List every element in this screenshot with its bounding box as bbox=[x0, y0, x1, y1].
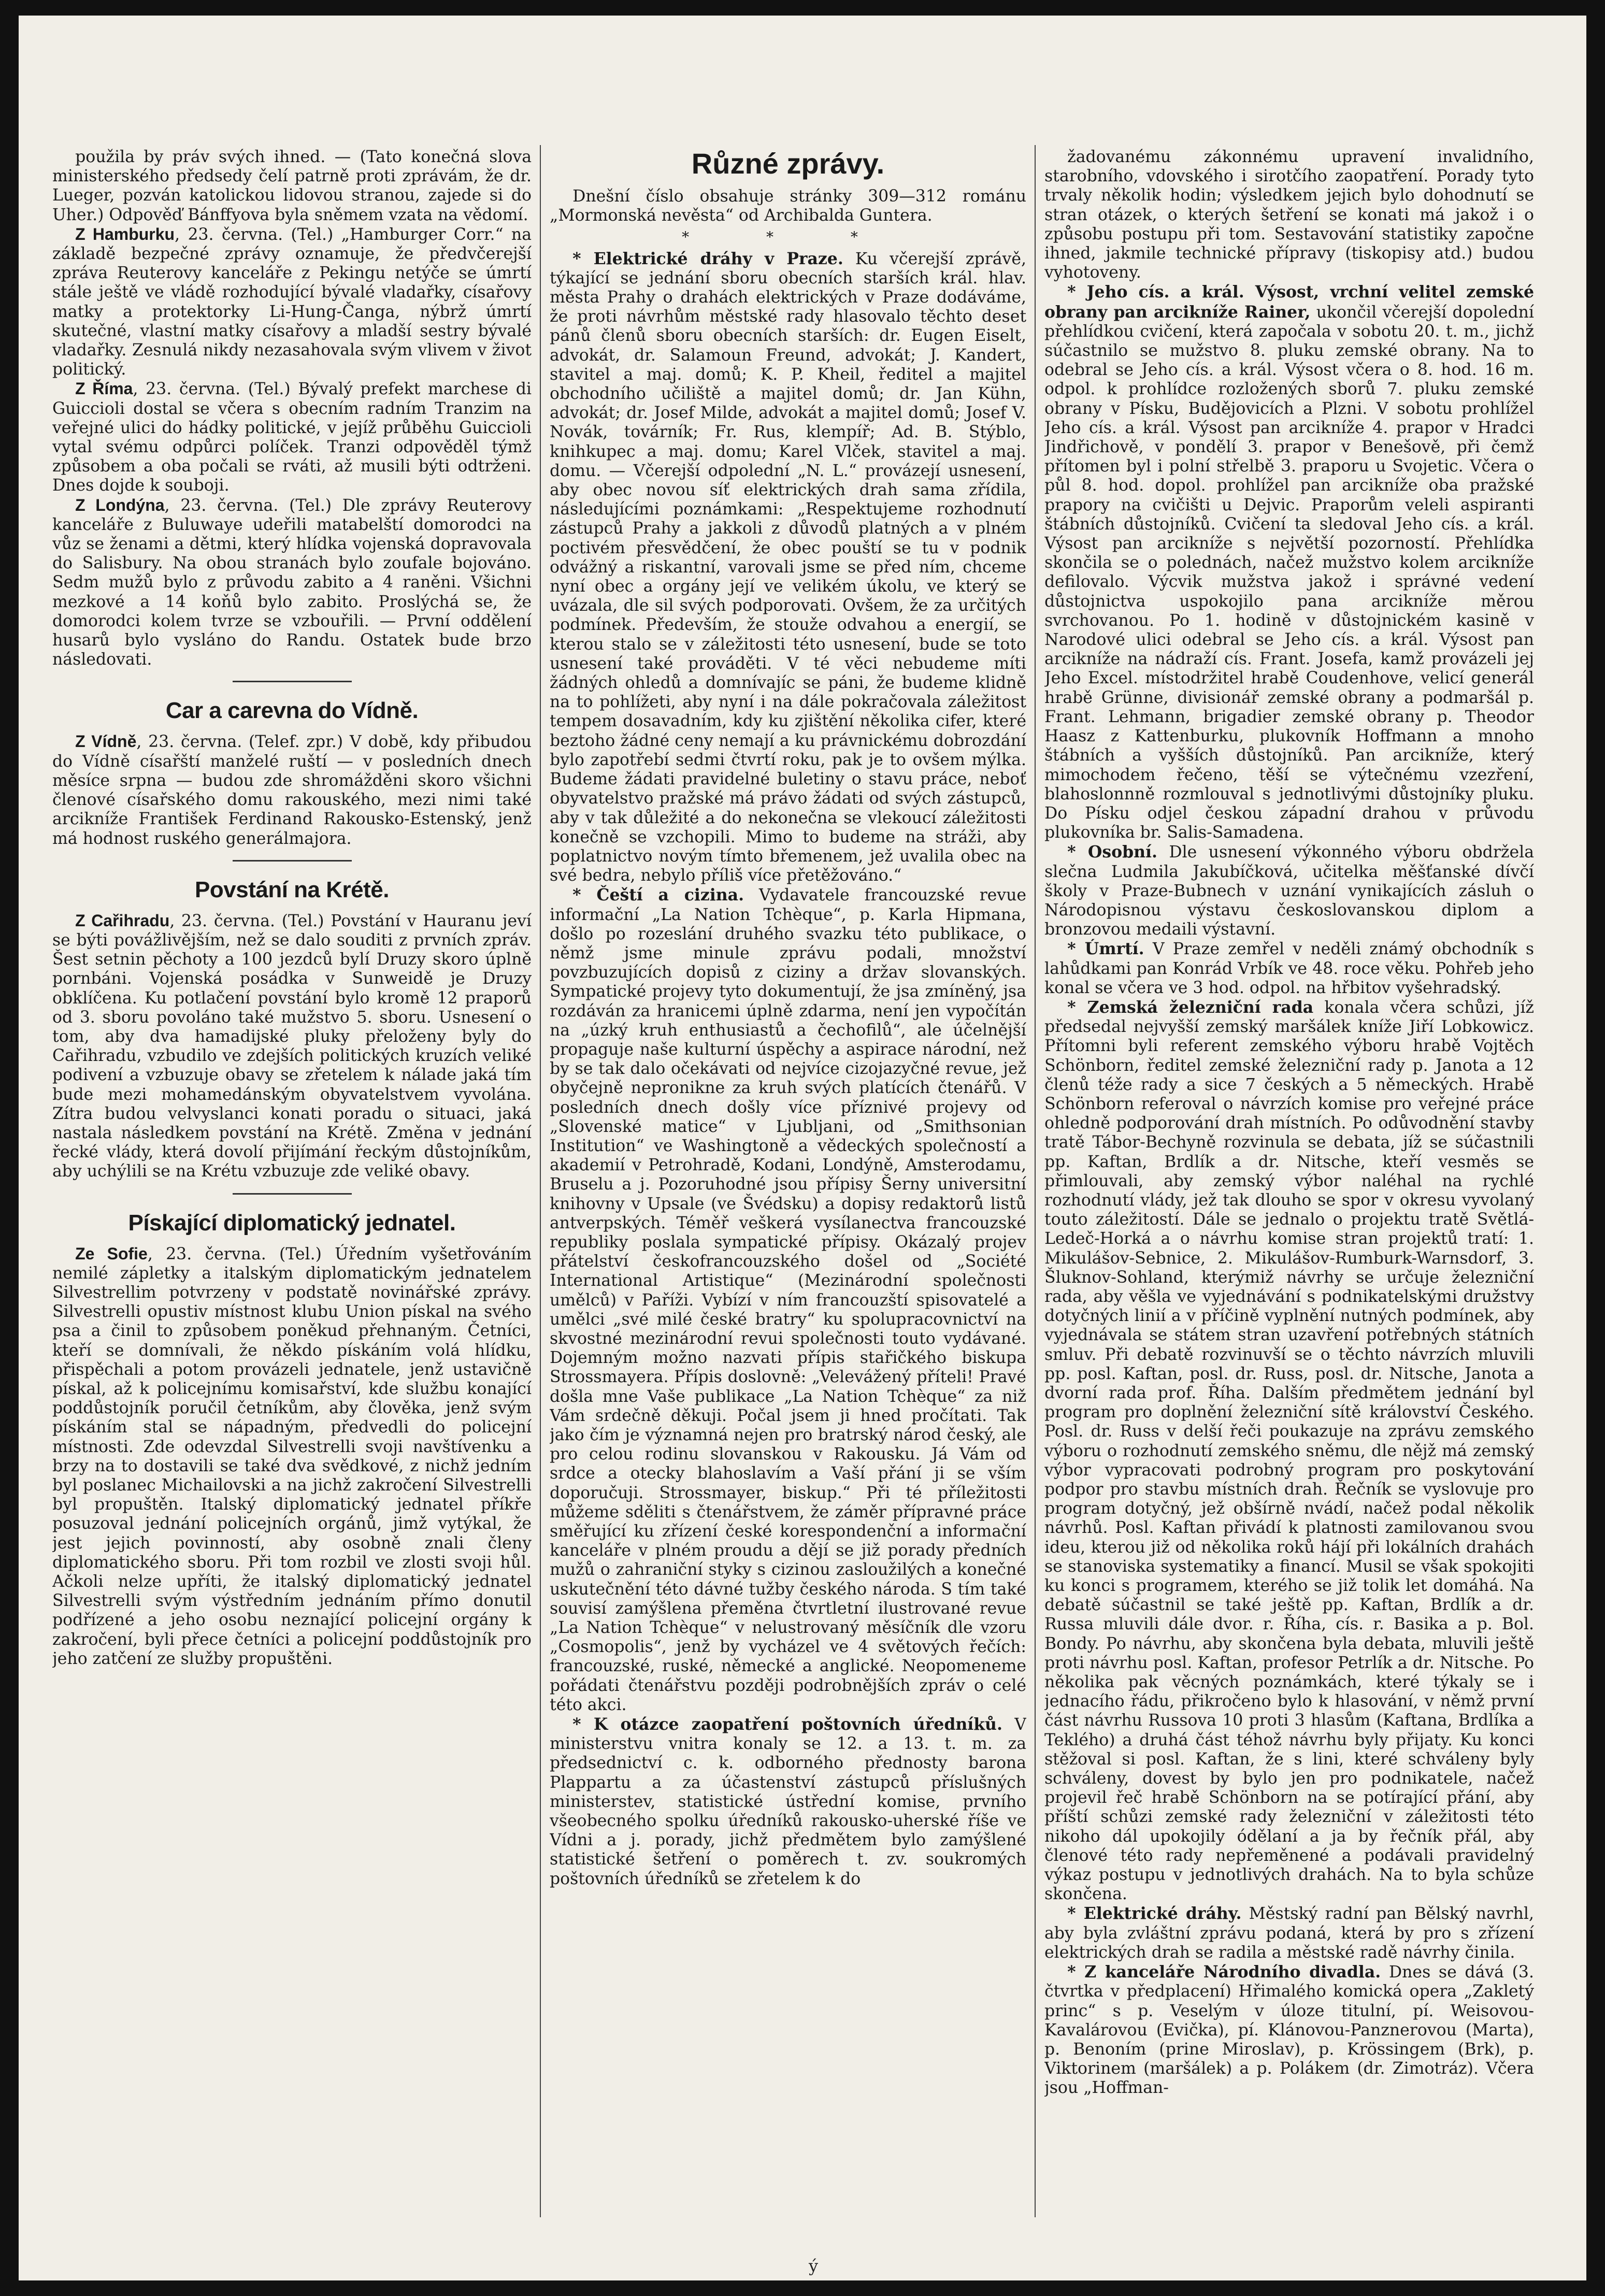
column-middle bbox=[550, 148, 1026, 2215]
dateline-place: Z Hamburku bbox=[75, 224, 175, 243]
paragraph-text: žadovanému zákonnému upravení invalidního, starobního, vdovského i sirotčího zaopatření. Porady tyto trvaly několik hodin; výsledkem jejich bylo dohodnutí se stran otázek, o kterých šetření se konati má jakož i o způsobu postupu při tom. Sestavování statistiky započne ihned, jakmile technické přípravy (tiskopisy atd.) budou vyhotoveny. bbox=[1044, 148, 1534, 282]
paragraph-text: V Praze zemřel v neděli známý obchodník s lahůdkami pan Konrád Vrbík ve 48. roce věku. Pohřeb jeho konal se včera ve 3 hod. odpol. na hřbitov vyšehradský. bbox=[1044, 940, 1534, 997]
article-paragraph bbox=[550, 187, 1026, 225]
article-paragraph bbox=[52, 225, 532, 380]
article-paragraph bbox=[550, 249, 1026, 886]
paragraph-text: Dle usnesení výkonného výboru obdržela slečna Ludmila Jakubíčková, učitelka měšťanské dívčí školy v Praze-Bubnech v uznání vynikajících zásluh o Národopisnou výstavu českoslovanskou diplom a bronzovou medaili výstavní. bbox=[1044, 843, 1534, 939]
section-title: Různé zprávy. bbox=[691, 148, 885, 180]
column-left bbox=[52, 148, 532, 2199]
article-paragraph bbox=[550, 885, 1026, 1715]
column-rule-1 bbox=[540, 145, 541, 2217]
page-number: ý bbox=[809, 2256, 819, 2276]
article-paragraph bbox=[52, 379, 532, 495]
article-paragraph bbox=[1044, 282, 1534, 842]
article-paragraph bbox=[52, 496, 532, 670]
column-right bbox=[1044, 148, 1534, 2215]
article-paragraph bbox=[52, 148, 532, 225]
article-lead: * Čeští a cizina. bbox=[572, 885, 744, 905]
paragraph-text: konala včera schůzi, jíž předsedal nejvyšší zemský maršálek kníže Jiří Lobkowicz. Přítomni byli referent zemského výboru hrabě Vojtěch Schönborn, ředitel zemské železniční rady p. Janota a 12 členů téže rady a sice 7 českých a 5 německých. Hrabě Schönborn referoval o návrzích komise pro veřejné práce ohledně podporování drah místních. Po odůvodnění stavby tratě Tábor-Bechyně rozvinula se debata, jíž se súčastnili pp. Kaftan, Brdlík a dr. Nitsche, kteří vesměs se přimlouvali, aby zemský výbor naléhal na rychlé rozhodnutí vlády, jež tak dlouho se spor v okresu vyvolaný touto záležitostí. Dále se jednalo o projektu tratě Světlá-Ledeč-Horká a o návrhu komise stran projektů tratí: 1. Mikulášov-Sebnice, 2. Mikulášov-Rumburk-Warnsdorf, 3. Šluknov-Sohland, kterýmiž návrhy se určuje železniční rada, aby věšla ve vyjednávání s podnikatelskými družstvy dotyčných linií a v příčině vyplnění nutných podmínek, aby vyjednávala se státem stran uzavření potřebných státních smluv. Při debatě rozvinuvší se o těchto návrzích mluvili pp. posl. Kaftan, posl. dr. Russ, posl. dr. Nitsche, Janota a dvorní rada prof. Říha. Dalším předmětem jednání byl program pro doplnění železniční sítě království Českého. Posl. dr. Russ v delší řeči poukazuje na zprávu zemského výboru o rozhodnutí zemského sněmu, dle nějž má zemský výbor vypracovati podrobný program pro poskytování podpor pro stavbu místních drah. Řečník se vyslovuje pro program dotyčný, jež obšírně nvádí, načež podal několik návrhů. Posl. Kaftan přivádí k platnosti zamilovanou svou ideu, kterou již od několika roků hájí při lokálních drahách se stanoviska systematiky a financí. Musil se však spokojiti ku konci s programem, kterého se již tolik let domáhá. Na debatě súčastnil se také ještě pp. Kaftan, Brdlík a dr. Russa mluvili dále dvor. r. Říha, cís. r. Basika a p. Bol. Bondy. Po návrhu, aby skončena byla debata, mluvili ještě proti návrhu posl. Kaftan, profesor Petrlík a dr. Nitsche. Po několika pak věcných poznámkách, které týkaly se i jednacího řádu, přikročeno bylo k hlasování, v němž první část návrhu Russova 10 proti 3 hlasům (Kaftana, Brdlíka a Teklého) a druhá část téhož návrhu byly přijaty. Ku konci stěžoval si posl. Kaftan, že s lini, které schváleny byly schváleny, dovest by bylo jen pro podnikatele, načež projevil řeč hrabě Schönborn na se potírající přání, aby příští schůzi zemské rady železniční v záležitosti této nikoho dál upokojily ódělaní a ja by řečník přál, aby členové této rady nepřeměnené a podávali pravidelný výkaz postupu v jednotlivých drahách. Na to byla schůze skončena. bbox=[1044, 998, 1534, 1904]
article-heading: Povstání na Krétě. bbox=[195, 877, 389, 902]
article-paragraph bbox=[1044, 148, 1534, 282]
article-paragraph bbox=[1044, 1962, 1534, 2098]
paragraph-text: Vydavatele francouzské revue informační „La Nation Tchèque“, p. Karla Hipmana, došlo po rozeslání druhého svazku této publikace, o němž jsme minule zprávu podali, množství povzbuzujících dopisů z ciziny a držav slovanských. Sympatické projevy tyto dokumentují, že jsa zmíněný, jsa rozdáván za hranicemi úplně zdarma, není jen vypočítán na „úzký kruh enthusiastů a čechofilů“, ale účelnější propaguje naše kulturní úspěchy a aspirace národní, než by se tak dalo očekávati od nejvíce cizojazyčné revue, jež obyčejně nepronikne za kruh svých platících čtenářů. V posledních dnech došly více příznivé projevy od „Slovenské matice“ v Ljubljani, od „Smithsonian Institution“ ve Washingtoně a vědeckých společností a akademií v Petrohradě, Kodani, Londýně, Amsterodamu, Bruselu a j. Pozoruhodné jsou přípisy Šerny universitní knihovny v Upsale (ve Švédsku) a dopisy redaktorů listů antverpských. Téměř veškerá vysílanectva francouzské republiky poslala sympatické přípisy. Okázalý projev přátelství českofrancouzského došel od „Société International Artistique“ (Mezinárodní společnosti umělců) v Paříži. Vybízí v ním francouzští spisovatelé a umělci „své milé české bratry“ ku spolupracovnictví na skvostné mezinárodní revui společnosti touto vydávané. Dojemným možno nazvati přípis stařičkého biskupa Strossmayera. Přípis doslovně: „Velevážený příteli! Pravé došla mne Vaše publikace „La Nation Tchèque“ za niž Vám srdečně děkuji. Počal jsem ji hned pročítati. Tak jako čím je významná nejen pro bratrský národ český, ale pro celou rodinu slovanskou v Rakousku. Já Vám od srdce a otecky blahoslavím a Vaší přání ji se vším doporučuji. Strossmayer, biskup.“ Při té příležitosti můžeme sděliti s čtenářstvem, že záměr přípravné práce směřující ku zřízení české korespondenční a informační kanceláře v plném proudu a dějí se již porady předních mužů o zahraniční styky s cizinou zasloužilých a konečné uskutečnění této dávné tužby českého národa. S tím také souvisí zamýšlena přeměna čtvrtletní ilustrované revue „La Nation Tchèque“ v nelustrovaný měsíčník dle vzoru „Cosmopolis“, jenž by vycházel ve 4 světových řečích: francouzské, ruské, německé a anglické. Neopomeneme pořádati čtenářstvu později podrobnějších zpráv o celé této akci. bbox=[550, 886, 1026, 1714]
dateline-place: Z Vídně bbox=[75, 732, 137, 751]
article-heading: Car a carevna do Vídně. bbox=[165, 698, 419, 724]
paragraph-text: , 23. června. (Tel.) Úředním vyšetřováním nemilé zápletky a italským diplomatickým jednatelem Silvestrellim potvrzeny v podstatě novinářské zprávy. Silvestrelli opustiv místnost klubu Union pískal na svého psa a činil to způsobem poněkud přehnaným. Četníci, kteří se domnívali, že někdo pískáním volá hlídku, přispěchali a potom provázeli jednatele, jenž ustavičně pískal, až k policejnímu komisařství, kde službu konající poddůstojník poručil četníkům, aby člověka, jenž svým pískáním stal se nápadným, předvedli do policejní místnosti. Zde odevzdal Silvestrelli svoji navštívenku a brzy na to dostavili se také dva svědkové, z nichž jedním byl poslanec Michailovski a na jichž zakročení Silvestrelli byl propuštěn. Italský diplomatický jednatel příkře posuzoval jednání policejních orgánů, jimž vytýkal, že jest jejich povinností, aby osobně znali členy diplomatického sboru. Při tom rozbil ve zlosti svoji hůl. Ačkoli nelze upříti, že italský diplomatický jednatel Silvestrelli svým výstředním jednáním přímo donutil podřízené a jeho osobu neznající policejní orgány k zakročení, byli přece četníci a policejní poddůstojník pro jeho zatčení ze služby propuštěni. bbox=[52, 1244, 532, 1668]
article-paragraph bbox=[1044, 842, 1534, 939]
paragraph-text: , 23. června. (Tel.) „Hamburger Corr.“ na základě bezpečné zprávy oznamuje, že předvčerejší zpráva Reuterovy kanceláře z Pekingu netýče se úmrtí stále ještě ve vládě rozhodující bývalé vladařky, císařovy matky a protektorky Li-Hung-Čanga, nýbrž úmrtí skutečné, vlastní matky císařovy a mladší sestry bývalé vladařky. Zesnulá nikdy nezasahovala svým vlivem v život politický. bbox=[52, 225, 532, 379]
section-divider bbox=[233, 681, 352, 682]
dateline-place: Z Říma bbox=[75, 379, 133, 398]
asterism: * * * bbox=[682, 228, 894, 246]
paragraph-text: Městský radní pan Bělský navrhl, aby byla zvláštní zprávu podaná, která by pro s zřízení elektrických drah se radila a městské radě návrhy činila. bbox=[1044, 1904, 1534, 1962]
article-lead: * K otázce zaopatření poštovních úředníků. bbox=[572, 1715, 1002, 1734]
article-lead: * Elektrické dráhy. bbox=[1067, 1904, 1242, 1924]
article-heading: Pískající diplomatický jednatel. bbox=[128, 1210, 456, 1236]
dateline-place: Ze Sofie bbox=[75, 1244, 148, 1263]
section-divider bbox=[233, 860, 352, 862]
paragraph-text: , 23. června. (Telef. zpr.) V době, kdy přibudou do Vídně císařští manželé ruští — v posledních dnech měsíce srpna — budou zde shromážděni skoro všichni členové císařského domu rakouského, mezi nimi také arcikníže František Ferdinand Rakousko-Estenský, jenž má hodnost ruského generálmajora. bbox=[52, 733, 532, 848]
article-paragraph bbox=[52, 911, 532, 1182]
dateline-place: Z Londýna bbox=[75, 495, 165, 514]
paragraph-text: , 23. června. (Tel.) Bývalý prefekt marchese di Guiccioli dostal se včera s obecním radním Tranzim na veřejné ulici do hádky politické, v jejíž průběhu Guiccioli vytal svému odpůrci políček. Tranzi odpověděl týmž způsobem a oba počali se rváti, až musili býti odtrženi. Dnes dojde k souboji. bbox=[52, 380, 532, 495]
paragraph-text: použila by práv svých ihned. — (Tato konečná slova ministerského předsedy čelí patrně proti zprávám, že dr. Lueger, pozván katolickou lidovou stranou, zajede si do Uher.) Odpověď Bánffyova byla sněmem vzata na vědomí. bbox=[52, 148, 532, 224]
article-paragraph bbox=[550, 1715, 1026, 1889]
dateline-place: Z Cařihradu bbox=[75, 911, 170, 930]
article-lead: * Jeho cís. a král. Výsost, vrchní velitel zemské obrany pan arcikníže Rainer, bbox=[1044, 282, 1534, 322]
article-lead: * Osobní. bbox=[1067, 842, 1157, 862]
paragraph-text: , 23. června. (Tel.) Povstání v Hauranu jeví se býti povážlivějším, než se dalo souditi z prvních zpráv. Šest setnin pěchoty a 100 jezdců bylí Druzy skoro úplně pornbáni. Vojenská posádka v Sunweidě je Druzy obklíčena. Ku potlačení povstání bylo kromě 12 praporů od 3. sboru povoláno také mužstvo 5. sboru. Usnesení o tom, aby dva hamadijské pluky přeloženy byly do Cařihradu, vzbudilo ve zdejších politických kruzích veliké podivení a vzbuzuje obavy se zřetelem k nálade jaká tím bude mezi mohamedánským obyvatelstvem vyvolána. Zítra budou velvyslanci konati poradu o situaci, jaká nastala následkem povstání na Krétě. Změna v jednání řecké vlády, která dovolí přijímání řeckým důstojníkům, aby uchýlili se na Krétu vzbuzuje zde veliké obavy. bbox=[52, 911, 532, 1181]
paragraph-text: V ministerstvu vnitra konaly se 12. a 13. t. m. za předsednictví c. k. odborného přednosty barona Plappartu a za účastenství zástupců příslušných ministerstev, statistické ústřední komise, prvního všeobecného spolku úředníků rakousko-uherské říše ve Vídni a j. porady, jichž předmětem bylo zamýšlené statistické šetření o poměrech t. zv. soukromých poštovních úředníků se zřetelem k do bbox=[550, 1715, 1026, 1888]
article-lead: * Úmrtí. bbox=[1067, 939, 1144, 959]
column-rule-2 bbox=[1035, 145, 1036, 2217]
paragraph-text: Dnešní číslo obsahuje stránky 309—312 románu „Mormonská nevěsta“ od Archibalda Guntera. bbox=[550, 187, 1026, 225]
paragraph-text: , 23. června. (Tel.) Dle zprávy Reuterovy kanceláře z Buluwaye udeřili matabelští domorodci na vůz se ženami a dětmi, který hlídka vojenská dopravovala do Salisbury. Na obou stranách bylo zoufale bojováno. Sedm mužů bylo z průvodu zabito a 4 raněni. Všichni mezkové a 14 koňů bylo zabito. Proslýchá se, že domorodci kolem tvrze se vzbouřili. — První oddělení husarů bylo vysláno do Randu. Ostatek bude brzo následovati. bbox=[52, 496, 532, 669]
article-paragraph bbox=[52, 732, 532, 848]
article-paragraph bbox=[52, 1244, 532, 1669]
paragraph-text: ukončil včerejší dopolední přehlídkou cvičení, která započala v sobotu 20. t. m., jichž súčastnilo se mužstvo 8. pluku zemské obrany. Na to odebral se Jeho cís. a král. Výsost včera o 8. hod. 16 m. odpol. k prohlídce rozložených sborů 7. pluku zemské obrany v Písku, Budějovicích a Plzni. V sobotu prohlížel Jeho cís. a král. Výsost pan arcikníže 4. prapor v Hradci Jindřichově, v pondělí 3. prapor v Benešově, při čemž přítomen byl i polní střelbě 3. praporu u Svojetic. Včera o půl 8. hod. dopol. prohlížel pan arcikníže oba pražské prapory na cvičišti u Dejvic. Praporům veleli aspiranti štábních důstojníků. Cvičení ta sledoval Jeho cís. a král. Výsost pan arcikníže s největší pozorností. Přehlídka skončila se o polednách, načež mužstvo kolem arcikníže defilovalo. Výcvik mužstva jakož i správné vedení důstojnictva uspokojilo pana arcikníže měrou svrchovanou. Po 1. hodině v důstojnickém kasině v Narodové ulici odebral se Jeho cís. a král. Výsost pan arcikníže na nádraží cís. Frant. Josefa, kamž provázeli jej Jeho Excel. místodržitel hrabě Coudenhove, velicí generál hrabě Grünne, divisionář zemské obrany a podmaršál p. Frant. Lehmann, brigadier zemské obrany p. Theodor Haasz z Kattenburku, plukovník Hoffmann a mnoho štábních a vyšších důstojníků. Pan arcikníže, který mimochodem řečeno, těší se výtečnému vzezření, blahoslonnně rozmlouval s jednotlivými důstojníky pluku. Do Písku odjel českou západní drahou v průvodu plukovníka br. Salis-Samadena. bbox=[1044, 303, 1534, 842]
section-divider bbox=[233, 1193, 352, 1195]
article-lead: * Zemská železniční rada bbox=[1067, 997, 1314, 1017]
newspaper-page bbox=[19, 16, 1586, 2280]
article-paragraph bbox=[1044, 1904, 1534, 1962]
article-paragraph bbox=[1044, 939, 1534, 998]
article-lead: * Elektrické dráhy v Praze. bbox=[572, 249, 843, 268]
article-paragraph bbox=[1044, 998, 1534, 1904]
paragraph-text: Ku včerejší zprávě, týkající se jednání sboru obecních starších král. hlav. města Prahy o drahách elektrických v Praze dodáváme, že proti návrhům městské rady hlasovalo těchto deset pánů členů sboru obecních starších: dr. Eugen Eiselt, advokát, dr. Salamoun Freund, advokát; J. Kandert, stavitel a maj. domů; K. P. Kheil, ředitel a majitel obchodního učiliště a majitel domů; dr. Jan Kühn, advokát; dr. Josef Milde, advokát a majitel domů; Josef V. Novák, továrník; Fr. Rus, klempíř; Ad. B. Stýblo, knihkupec a maj. domu; Karel Vlček, stavitel a maj. domu. — Včerejší odpolední „N. L.“ provázejí usnesení, aby obec novou síť elektrických drah sama zřídila, následujícími poznámkami: „Respektujeme rozhodnutí zástupců Prahy a jakkoli z důvodů platných a v plném poctivém přesvědčení, že obec pouští se tu v podnik odvážný a riskantní, varovali jsme se před ním, chceme nyní obec a orgány její ve velikém úkolu, ve který se uvázala, dle sil svých podporovati. Ovšem, že za určitých podmínek. Především, že stouže odvahou a energií, se kterou stalo se v záležitosti této usnesení, bude se toto usnesení také prováděti. V té věci nebudeme míti žádných ohledů a domnívajíc se páni, že budeme klidně na to pohlížeti, aby nyní i na dále pokračovala záležitost tempem dosavadním, kdy ku zjištění několika cifer, které beztoho žádné ceny nemají a ku právnickému dobrozdání bylo zapotřebí sedmi čtvrtí roku, pak je to ovšem mýlka. Budeme žádati pravidelné buletiny o stavu práce, neboť obyvatelstvo pražské má právo žádati od svých zástupců, aby v tak důležité a do nekonečna se vlekoucí záležitosti konečně se vzchopili. Mimo to budeme na stráži, aby poplatnictvo novým tímto břemenem, jež uvalila obec na své bedra, nebylo příliš více přetěžováno.“ bbox=[550, 249, 1026, 885]
paragraph-text: Dnes se dává (3. čtvrtka v předplacení) Hřimalého komická opera „Zakletý princ“ s p. Veselým v úloze titulní, pí. Weisovou-Kavalárovou (Evička), pí. Klánovou-Panznerovou (Marta), p. Benoním (prine Miroslav), p. Krössingem (Brk), p. Viktorinem (maršálek) a p. Polákem (dr. Zimotráz). Včera jsou „Hoffman- bbox=[1044, 1963, 1534, 2098]
article-lead: * Z kanceláře Národního divadla. bbox=[1067, 1962, 1381, 1982]
